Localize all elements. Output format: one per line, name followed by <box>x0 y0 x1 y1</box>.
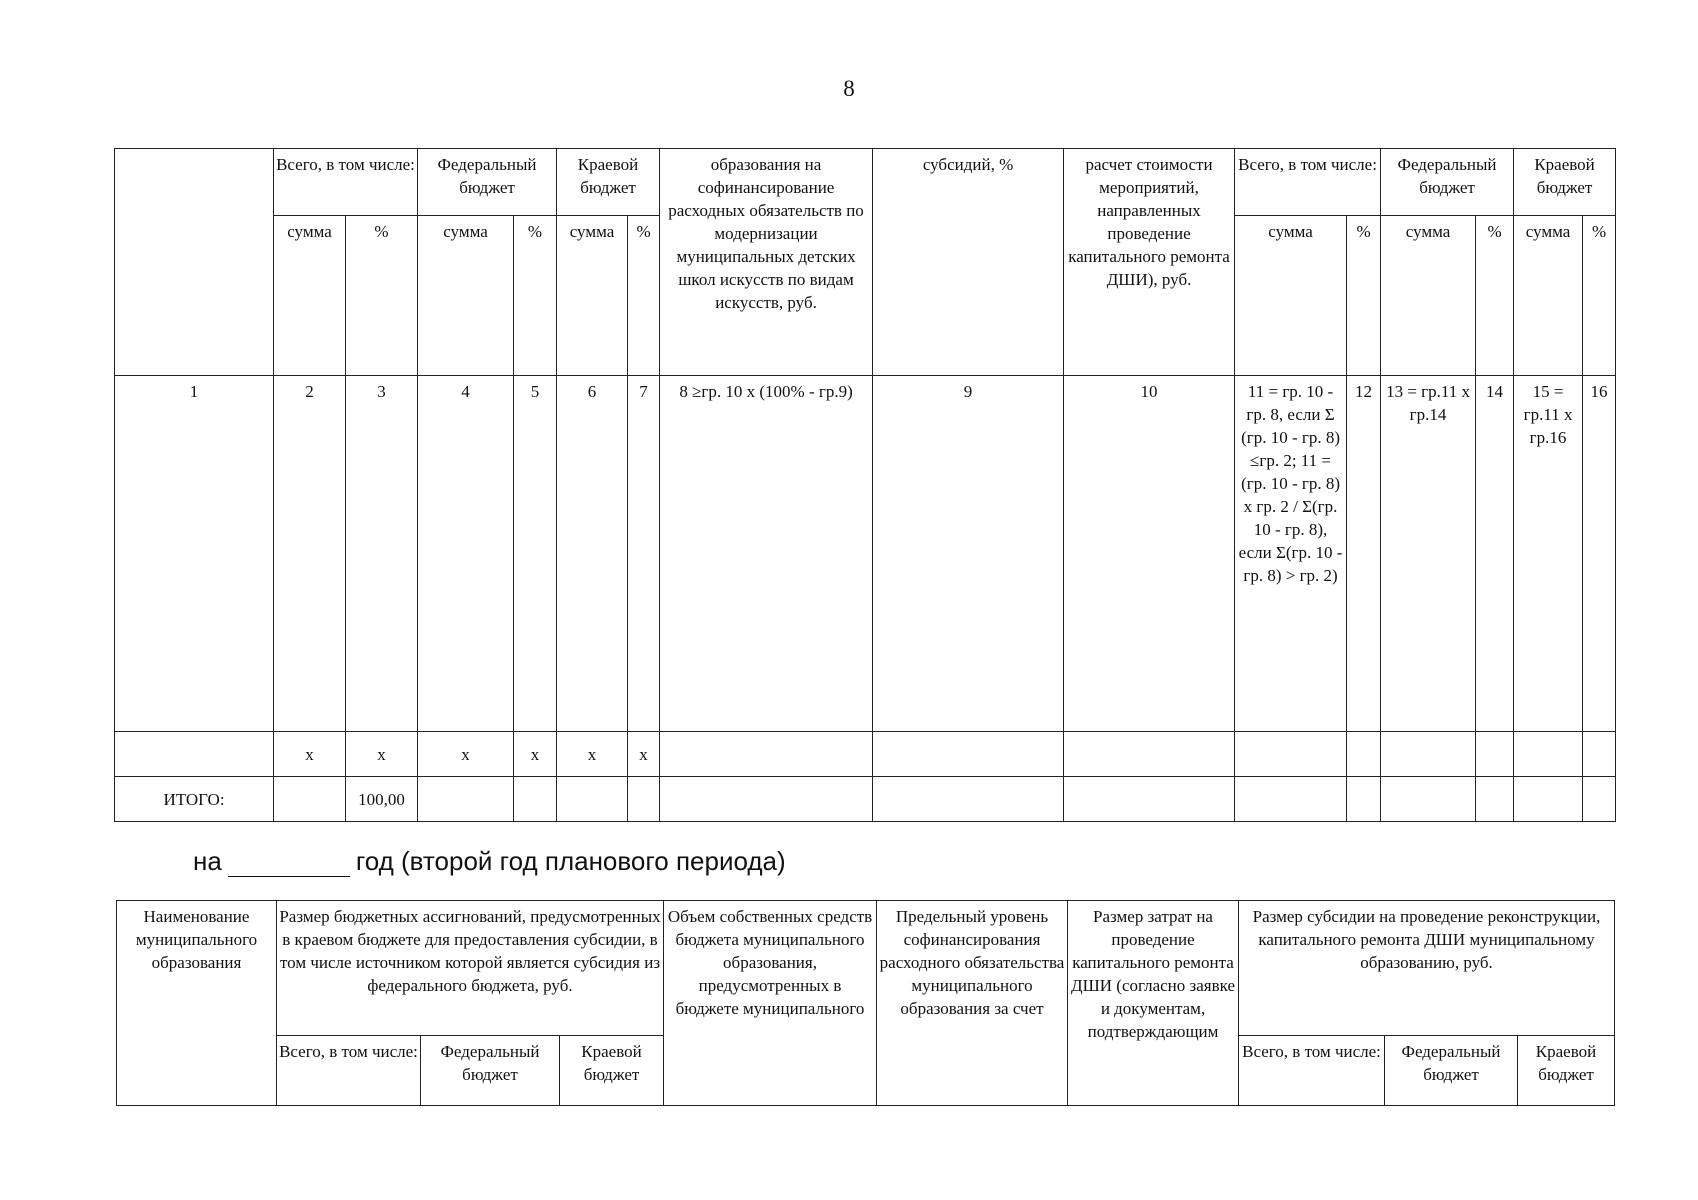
col-15-formula: 15 = гр.11 х гр.16 <box>1514 376 1583 732</box>
federal-budget-header: Федеральный бюджет <box>418 149 557 216</box>
sum-subheader: сумма <box>274 216 346 376</box>
x-mark: х <box>346 732 418 777</box>
empty-cell <box>1514 777 1583 822</box>
empty-cell <box>660 777 873 822</box>
percent-subheader: % <box>1476 216 1514 376</box>
col-number-4: 4 <box>418 376 514 732</box>
subsidy-total-subheader: Всего, в том числе: <box>1239 1036 1385 1106</box>
percent-subheader: % <box>514 216 557 376</box>
regional-budget-header: Краевой бюджет <box>557 149 660 216</box>
col-number-16: 16 <box>1583 376 1616 732</box>
total-percent: 100,00 <box>346 777 418 822</box>
empty-cell <box>1381 732 1476 777</box>
repair-costs-header: Размер затрат на проведение капитального ремонта ДШИ (согласно заявке и документам, подтверждающим <box>1068 901 1239 1106</box>
own-funds-header: образования на софинансирование расходных обязательств по модернизации муниципальных детских школ искусств по видам искусств, руб. <box>660 149 873 376</box>
sum-subheader: сумма <box>1381 216 1476 376</box>
sum-subheader: сумма <box>557 216 628 376</box>
cofinancing-level-header: Предельный уровень софинансирования расходного обязательства муниципального образования за счет <box>877 901 1068 1106</box>
percent-subheader: % <box>1583 216 1616 376</box>
own-funds-header: Объем собственных средств бюджета муниципального образования, предусмотренных в бюджете муниципального <box>664 901 877 1106</box>
percent-subheader: % <box>346 216 418 376</box>
subsidy-calculation-table <box>114 148 1616 822</box>
empty-cell <box>1064 777 1235 822</box>
total-label: ИТОГО: <box>115 777 274 822</box>
x-marks-row <box>115 732 1616 777</box>
regional-budget-subheader: Краевой бюджет <box>560 1036 664 1106</box>
col-number-12: 12 <box>1347 376 1381 732</box>
empty-cell <box>873 777 1064 822</box>
subsidy-total-including-header: Всего, в том числе: <box>1235 149 1381 216</box>
col-number-7: 7 <box>628 376 660 732</box>
caption-suffix: год (второй год планового периода) <box>355 846 786 876</box>
x-mark: х <box>557 732 628 777</box>
caption-prefix: на <box>193 846 222 876</box>
period-caption <box>193 846 786 877</box>
col-number-6: 6 <box>557 376 628 732</box>
subsidy-regional-subheader: Краевой бюджет <box>1518 1036 1615 1106</box>
municipality-name-header: Наименование муниципального образования <box>117 901 277 1106</box>
empty-cell <box>1583 777 1616 822</box>
column-numbers-row <box>115 376 1616 732</box>
col-13-formula: 13 = гр.11 х гр.14 <box>1381 376 1476 732</box>
total-including-header: Всего, в том числе: <box>274 149 418 216</box>
empty-cell <box>873 732 1064 777</box>
empty-cell <box>557 777 628 822</box>
empty-cell <box>1381 777 1476 822</box>
empty-cell <box>1235 777 1347 822</box>
sum-subheader: сумма <box>1514 216 1583 376</box>
percent-subheader: % <box>1347 216 1381 376</box>
empty-cell <box>1064 732 1235 777</box>
col-number-10: 10 <box>1064 376 1235 732</box>
table2-header-row <box>117 901 1615 1036</box>
sum-subheader: сумма <box>1235 216 1347 376</box>
budget-allocation-header: Размер бюджетных ассигнований, предусмотренных в краевом бюджете для предоставления субсидии, в том числе источником которой является субсидия из федерального бюджета, руб. <box>277 901 664 1036</box>
col-number-5: 5 <box>514 376 557 732</box>
empty-cell <box>1476 777 1514 822</box>
x-mark: х <box>514 732 557 777</box>
name-header-cell <box>115 149 274 376</box>
empty-cell <box>628 777 660 822</box>
empty-cell <box>1347 777 1381 822</box>
subsidy-federal-header: Федеральный бюджет <box>1381 149 1514 216</box>
col-number-1: 1 <box>115 376 274 732</box>
empty-cell <box>1583 732 1616 777</box>
empty-cell <box>514 777 557 822</box>
col-11-formula: 11 = гр. 10 - гр. 8, если Σ (гр. 10 - гр. 8) ≤гр. 2; 11 = (гр. 10 - гр. 8) х гр. 2 / Σ(гр. 10 - гр. 8), если Σ(гр. 10 - гр. 8) > гр. 2) <box>1235 376 1347 732</box>
repair-cost-header: расчет стоимости мероприятий, направленных проведение капитального ремонта ДШИ), руб. <box>1064 149 1235 376</box>
subsidy-federal-subheader: Федеральный бюджет <box>1385 1036 1518 1106</box>
x-row-name-cell <box>115 732 274 777</box>
year-blank-line <box>228 854 350 877</box>
col-number-9: 9 <box>873 376 1064 732</box>
empty-cell <box>1514 732 1583 777</box>
percent-subheader: % <box>628 216 660 376</box>
total-including-subheader: Всего, в том числе: <box>277 1036 421 1106</box>
empty-cell <box>418 777 514 822</box>
empty-cell <box>1235 732 1347 777</box>
empty-cell <box>1347 732 1381 777</box>
empty-cell <box>1476 732 1514 777</box>
col-8-formula: 8 ≥гр. 10 х (100% - гр.9) <box>660 376 873 732</box>
total-row <box>115 777 1616 822</box>
sum-subheader: сумма <box>418 216 514 376</box>
col-number-2: 2 <box>274 376 346 732</box>
page-number: 8 <box>843 76 855 101</box>
subsidy-regional-header: Краевой бюджет <box>1514 149 1616 216</box>
subsidy-amount-header: Размер субсидии на проведение реконструкции, капитального ремонта ДШИ муниципальному образованию, руб. <box>1239 901 1615 1036</box>
federal-budget-subheader: Федеральный бюджет <box>421 1036 560 1106</box>
cofinancing-level-header: субсидий, % <box>873 149 1064 376</box>
empty-cell <box>660 732 873 777</box>
x-mark: х <box>418 732 514 777</box>
col-number-3: 3 <box>346 376 418 732</box>
second-year-table <box>116 900 1615 1106</box>
x-mark: х <box>628 732 660 777</box>
x-mark: х <box>274 732 346 777</box>
empty-cell <box>274 777 346 822</box>
col-number-14: 14 <box>1476 376 1514 732</box>
header-row <box>115 149 1616 216</box>
